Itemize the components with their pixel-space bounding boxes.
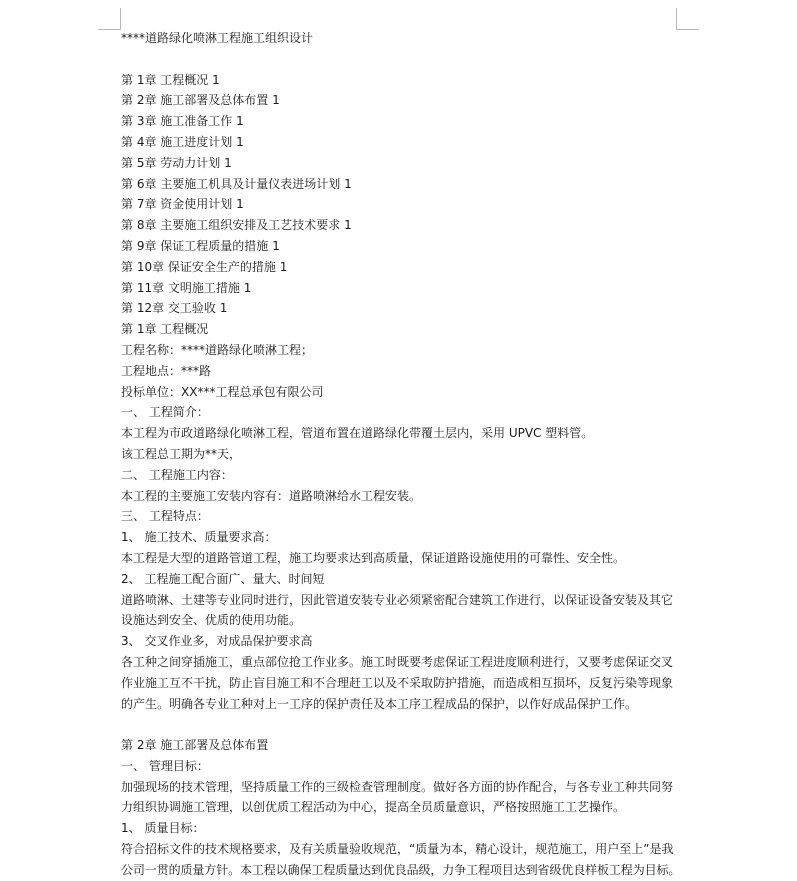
paragraph-line: 该工程总工期为**天， bbox=[121, 446, 242, 461]
toc-entry[interactable]: 第 5章 劳动力计划 1 bbox=[121, 155, 232, 170]
crop-mark-top-left bbox=[98, 8, 121, 30]
paragraph-line: 设施达到安全、优质的使用功能。 bbox=[121, 613, 302, 628]
paragraph-line: 力组织协调施工管理，以创优质工程活动为中心，提高全员质量意识，严格按照施工工艺操作。 bbox=[121, 800, 626, 815]
paragraph-line: 本工程为市政道路绿化喷淋工程，管道布置在道路绿化带覆土层内，采用 UPVC 塑料管。 bbox=[121, 426, 594, 441]
paragraph-line: 各工种之间穿插施工，重点部位抢工作业多。施工时既要考虑保证工程进度顺利进行，又要考虑保证交叉 bbox=[121, 654, 674, 669]
bidder: 投标单位：XX***工程总承包有限公司 bbox=[121, 384, 324, 399]
toc-entry[interactable]: 第 4章 施工进度计划 1 bbox=[121, 134, 244, 149]
paragraph-line: 加强现场的技术管理，坚持质量工作的三级检查管理制度。做好各方面的协作配合，与各专业工种共同努 bbox=[121, 779, 674, 794]
project-name: 工程名称：****道路绿化喷淋工程； bbox=[121, 342, 314, 357]
table-of-contents bbox=[121, 70, 681, 320]
list-item-heading: 1、 质量目标： bbox=[121, 821, 205, 836]
list-item-heading: 1、 施工技术、质量要求高： bbox=[121, 530, 277, 545]
toc-entry[interactable]: 第 11章 文明施工措施 1 bbox=[121, 280, 252, 295]
section-heading: 一、 工程简介： bbox=[121, 405, 209, 420]
section-heading: 二、 工程施工内容： bbox=[121, 467, 233, 482]
toc-entry[interactable]: 第 10章 保证安全生产的措施 1 bbox=[121, 259, 288, 274]
toc-entry[interactable]: 第 8章 主要施工组织安排及工艺技术要求 1 bbox=[121, 218, 352, 233]
paragraph-line: 符合招标文件的技术规格要求，及有关质量验收规范，“质量为本，精心设计，规范施工，用户至上”是我 bbox=[121, 842, 674, 857]
toc-entry[interactable]: 第 1章 工程概况 1 bbox=[121, 72, 220, 87]
paragraph-line: 本工程是大型的道路管道工程，施工均要求达到高质量，保证道路设施使用的可靠性、安全性。 bbox=[121, 550, 626, 565]
list-item-heading: 2、 工程施工配合面广、量大、时间短 bbox=[121, 571, 325, 586]
paragraph-line: 公司一贯的质量方针。本工程以确保工程质量达到优良品级，力争工程项目达到省级优良样板工程为目标。 bbox=[121, 862, 681, 877]
list-item-heading: 3、 交叉作业多，对成品保护要求高 bbox=[121, 634, 313, 649]
blank-line bbox=[121, 49, 681, 70]
toc-entry[interactable]: 第 7章 资金使用计划 1 bbox=[121, 197, 244, 212]
blank-line bbox=[121, 714, 681, 735]
paragraph-line: 的产生。明确各专业工种对上一工序的保护责任及本工序工程成品的保护，以作好成品保护工作。 bbox=[121, 696, 638, 711]
document-title: ****道路绿化喷淋工程施工组织设计 bbox=[121, 31, 314, 45]
paragraph-line: 道路喷淋、土建等专业同时进行，因此管道安装专业必须紧密配合建筑工作进行，以保证设备安装及其它 bbox=[121, 592, 674, 607]
chapter-heading: 第 1章 工程概况 bbox=[121, 322, 209, 337]
toc-entry[interactable]: 第 2章 施工部署及总体布置 1 bbox=[121, 93, 280, 108]
chapter-heading: 第 2章 施工部署及总体布置 bbox=[121, 738, 269, 753]
project-location: 工程地点：***路 bbox=[121, 363, 212, 378]
toc-entry[interactable]: 第 3章 施工准备工作 1 bbox=[121, 114, 244, 129]
crop-mark-top-right bbox=[676, 8, 699, 30]
section-heading: 一、 管理目标： bbox=[121, 758, 209, 773]
paragraph-line: 作业施工互不干扰，防止盲目施工和不合理赶工以及不采取防护措施，而造成相互损坏，反复污染等现象 bbox=[121, 675, 674, 690]
section-heading: 三、 工程特点： bbox=[121, 509, 209, 524]
paragraph-line: 本工程的主要施工安装内容有：道路喷淋给水工程安装。 bbox=[121, 488, 422, 503]
document-body bbox=[121, 28, 681, 881]
toc-entry[interactable]: 第 9章 保证工程质量的措施 1 bbox=[121, 238, 280, 253]
chapter-2 bbox=[121, 735, 681, 881]
chapter-1 bbox=[121, 319, 681, 714]
toc-entry[interactable]: 第 6章 主要施工机具及计量仪表进场计划 1 bbox=[121, 176, 352, 191]
toc-entry[interactable]: 第 12章 交工验收 1 bbox=[121, 301, 228, 316]
